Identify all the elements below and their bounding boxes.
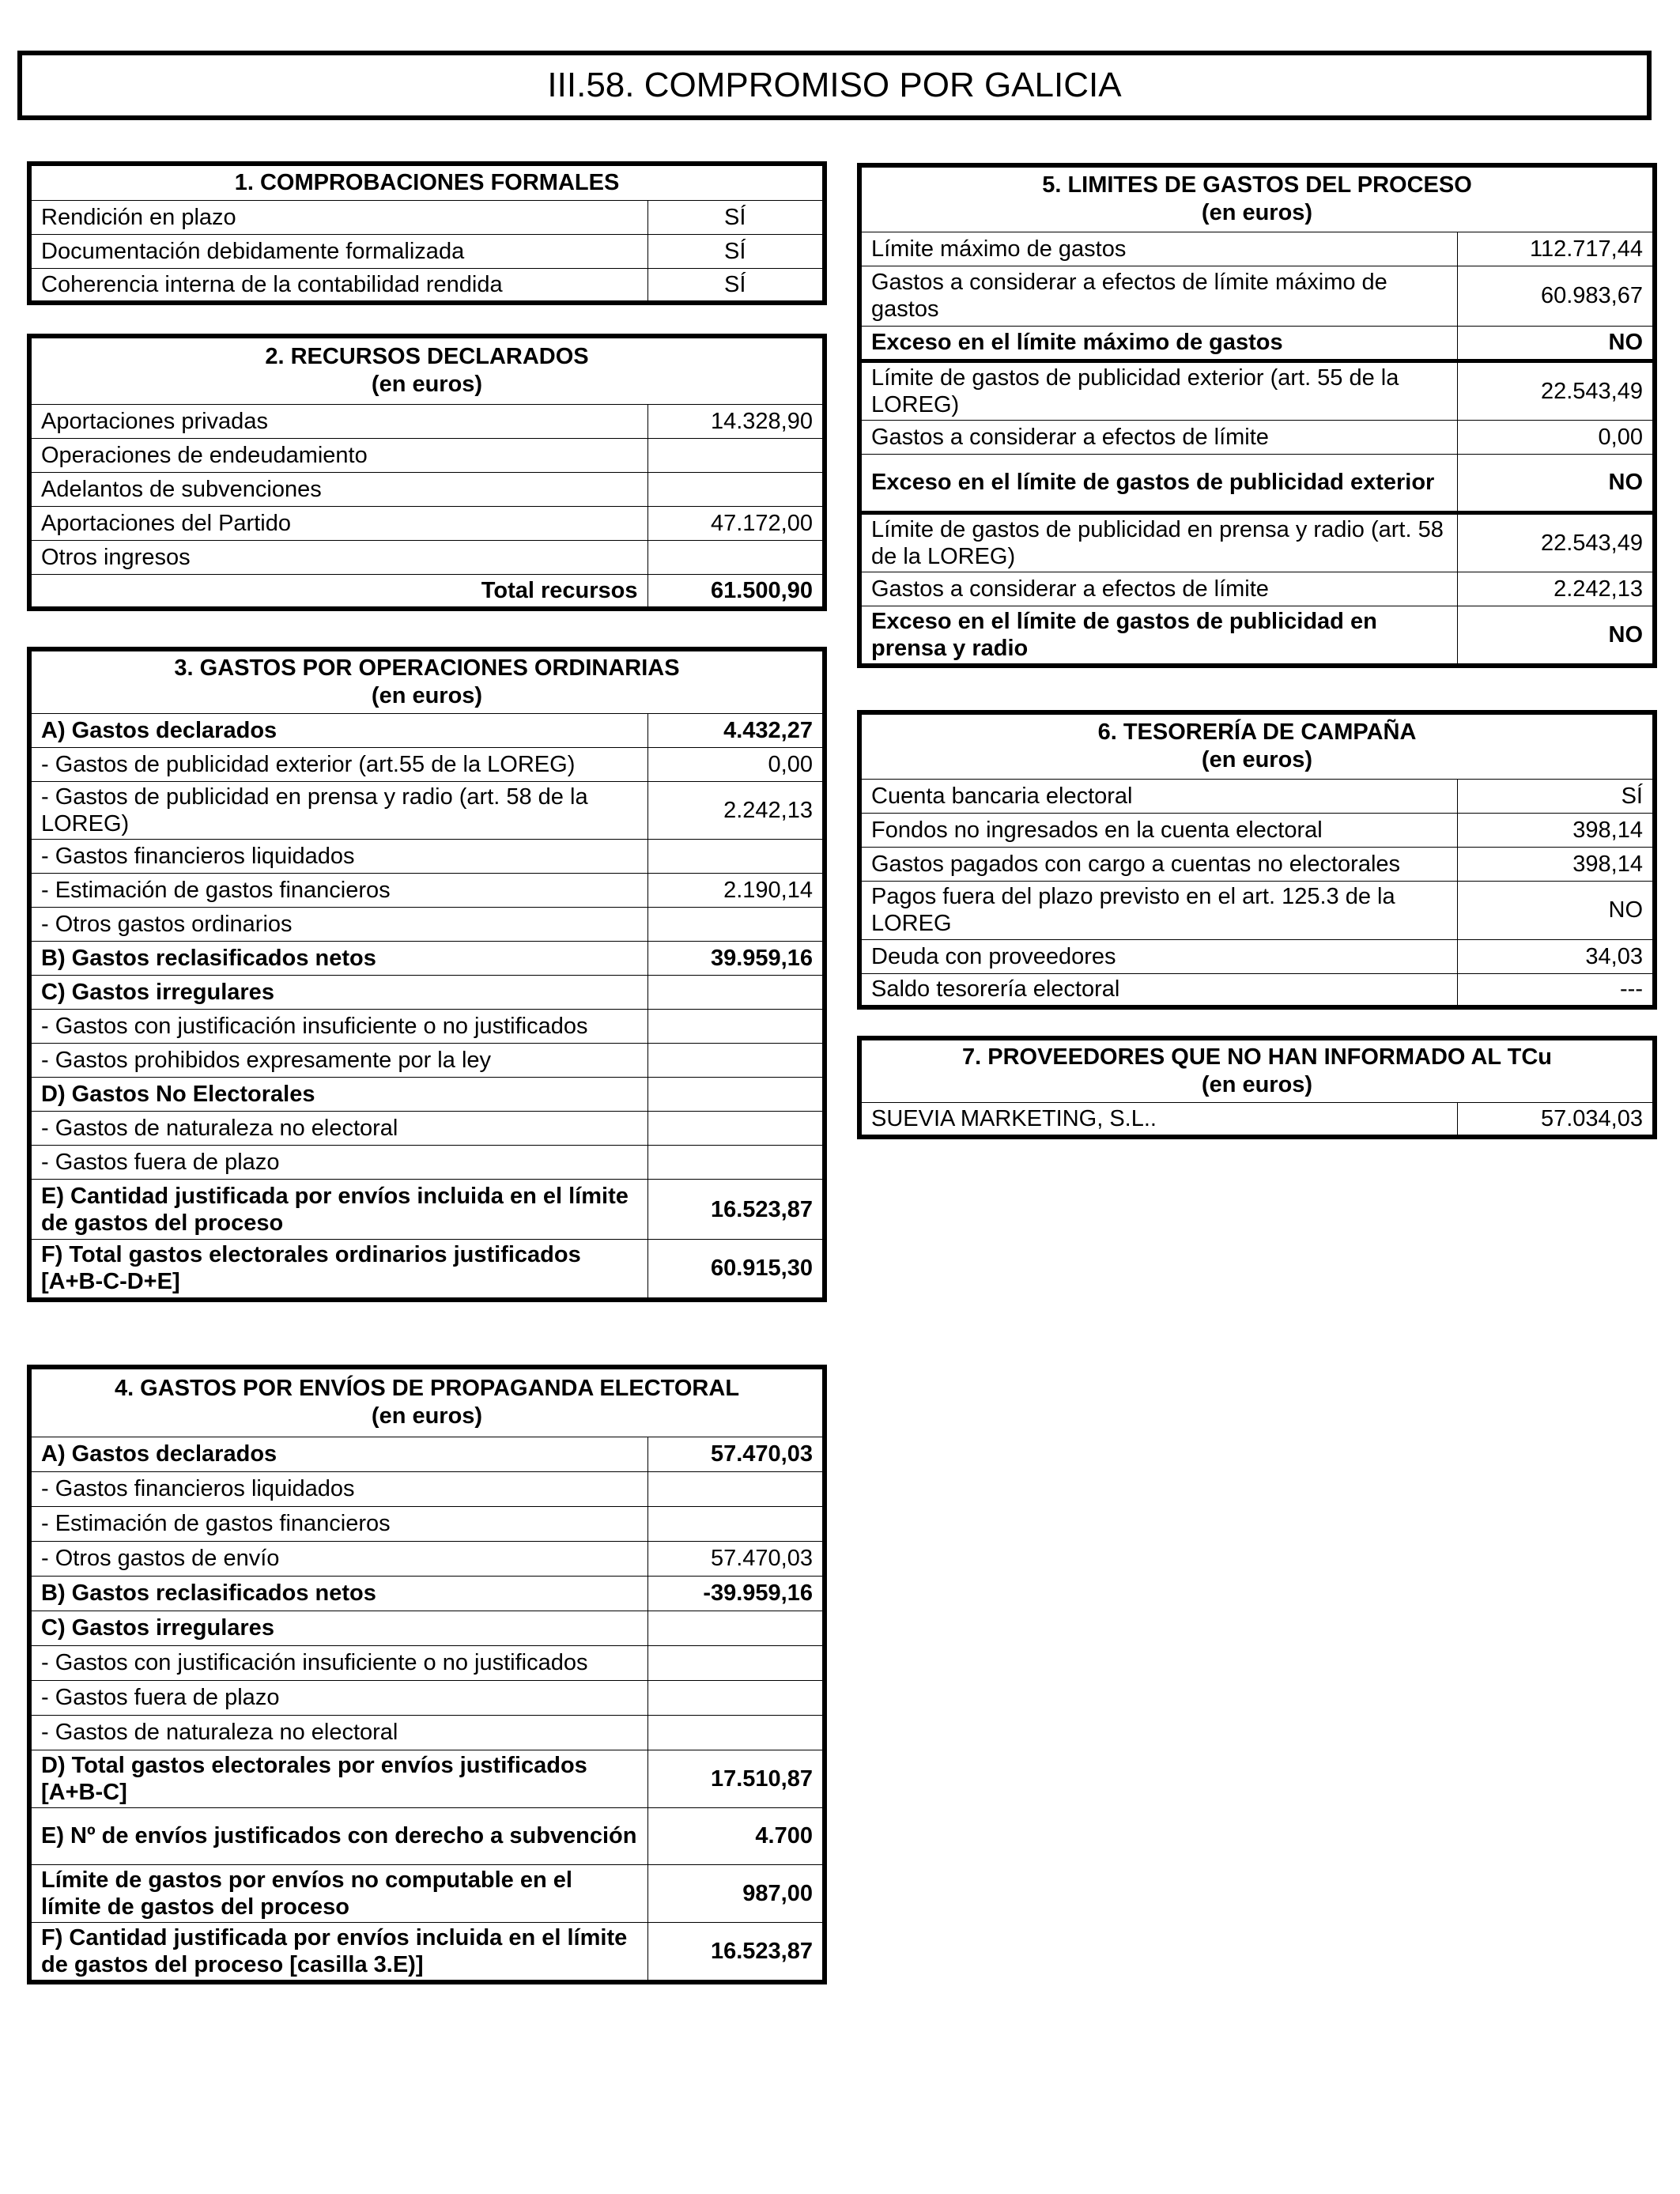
row-value [647, 1078, 825, 1112]
row-label: - Gastos de naturaleza no electoral [29, 1715, 647, 1750]
row-value: --- [1457, 973, 1655, 1007]
row-value [647, 438, 825, 472]
section-header: 3. GASTOS POR OPERACIONES ORDINARIAS (en euros) [29, 649, 825, 714]
row-value: NO [1457, 326, 1655, 361]
row-label: Límite de gastos de publicidad en prensa y radio (art. 58 de la LOREG) [859, 512, 1457, 572]
row-label: Gastos a considerar a efectos de límite [859, 572, 1457, 606]
row-value: 57.470,03 [647, 1437, 825, 1471]
row-value [647, 472, 825, 506]
row-label: Documentación debidamente formalizada [29, 235, 647, 269]
row-value [647, 1611, 825, 1645]
row-label: Límite de gastos de publicidad exterior (art. 55 de la LOREG) [859, 361, 1457, 420]
row-value [647, 1471, 825, 1506]
comprobaciones-formales-table [27, 161, 827, 305]
row-value: SÍ [647, 269, 825, 303]
row-label: Coherencia interna de la contabilidad rendida [29, 269, 647, 303]
row-label: - Otros gastos de envío [29, 1541, 647, 1576]
section-header: 5. LIMITES DE GASTOS DEL PROCESO (en euros) [859, 165, 1655, 232]
row-label: Límite de gastos por envíos no computable en el límite de gastos del proceso [29, 1864, 647, 1922]
row-label: - Gastos fuera de plazo [29, 1680, 647, 1715]
row-value [647, 908, 825, 942]
row-value: 57.034,03 [1457, 1103, 1655, 1137]
row-label: D) Total gastos electorales por envíos justificados [A+B-C] [29, 1750, 647, 1807]
row-label: Adelantos de subvenciones [29, 472, 647, 506]
row-label: Rendición en plazo [29, 201, 647, 235]
row-value: NO [1457, 606, 1655, 666]
row-value: 22.543,49 [1457, 361, 1655, 420]
row-label: SUEVIA MARKETING, S.L.. [859, 1103, 1457, 1137]
row-label: C) Gastos irregulares [29, 1611, 647, 1645]
row-value: 398,14 [1457, 813, 1655, 847]
row-value [647, 1146, 825, 1180]
row-label: - Gastos financieros liquidados [29, 1471, 647, 1506]
row-value: 22.543,49 [1457, 512, 1655, 572]
row-label: - Gastos fuera de plazo [29, 1146, 647, 1180]
row-value: SÍ [1457, 779, 1655, 813]
row-value: 2.242,13 [647, 782, 825, 840]
row-label: - Estimación de gastos financieros [29, 874, 647, 908]
total-value: 61.500,90 [647, 574, 825, 609]
row-value: NO [1457, 454, 1655, 512]
row-value: 2.190,14 [647, 874, 825, 908]
row-label: A) Gastos declarados [29, 714, 647, 748]
row-value [647, 1010, 825, 1044]
recursos-declarados-table [27, 334, 827, 611]
row-value [647, 1715, 825, 1750]
row-label: - Gastos de naturaleza no electoral [29, 1112, 647, 1146]
row-label: - Gastos de publicidad en prensa y radio (art. 58 de la LOREG) [29, 782, 647, 840]
row-label: F) Cantidad justificada por envíos incluida en el límite de gastos del proceso [casilla 3.E)] [29, 1922, 647, 1982]
row-value: 987,00 [647, 1864, 825, 1922]
row-label: Aportaciones privadas [29, 404, 647, 438]
row-label: Gastos a considerar a efectos de límite [859, 420, 1457, 454]
row-value: 17.510,87 [647, 1750, 825, 1807]
row-value: 16.523,87 [647, 1922, 825, 1982]
row-value [647, 1044, 825, 1078]
section-header: 7. PROVEEDORES QUE NO HAN INFORMADO AL TCu (en euros) [859, 1038, 1655, 1103]
row-value: SÍ [647, 201, 825, 235]
row-value: 16.523,87 [647, 1180, 825, 1240]
tesoreria-campana-table [857, 710, 1657, 1010]
row-label: Saldo tesorería electoral [859, 973, 1457, 1007]
section-header: 4. GASTOS POR ENVÍOS DE PROPAGANDA ELECTORAL (en euros) [29, 1367, 825, 1437]
row-value: NO [1457, 881, 1655, 939]
row-label: A) Gastos declarados [29, 1437, 647, 1471]
row-label: B) Gastos reclasificados netos [29, 942, 647, 976]
row-label: Otros ingresos [29, 540, 647, 574]
row-label: E) Cantidad justificada por envíos incluida en el límite de gastos del proceso [29, 1180, 647, 1240]
section-header: 2. RECURSOS DECLARADOS (en euros) [29, 336, 825, 404]
gastos-ordinarios-table [27, 647, 827, 1302]
page-title: III.58. COMPROMISO POR GALICIA [17, 51, 1652, 120]
section-header: 6. TESORERÍA DE CAMPAÑA (en euros) [859, 712, 1655, 779]
row-label: Exceso en el límite de gastos de publicidad exterior [859, 454, 1457, 512]
row-label: B) Gastos reclasificados netos [29, 1576, 647, 1611]
section-header: 1. COMPROBACIONES FORMALES [29, 164, 825, 201]
row-label: - Gastos con justificación insuficiente o no justificados [29, 1645, 647, 1680]
row-value: 39.959,16 [647, 942, 825, 976]
row-value [647, 840, 825, 874]
row-value: 112.717,44 [1457, 232, 1655, 266]
row-label: Límite máximo de gastos [859, 232, 1457, 266]
row-value: 0,00 [1457, 420, 1655, 454]
row-label: Fondos no ingresados en la cuenta electoral [859, 813, 1457, 847]
row-label: Aportaciones del Partido [29, 506, 647, 540]
row-value [647, 1506, 825, 1541]
row-label: Exceso en el límite de gastos de publicidad en prensa y radio [859, 606, 1457, 666]
row-value: 60.983,67 [1457, 266, 1655, 326]
row-label: - Gastos financieros liquidados [29, 840, 647, 874]
row-value: 0,00 [647, 748, 825, 782]
row-value [647, 1645, 825, 1680]
total-label: Total recursos [29, 574, 647, 609]
row-value: 60.915,30 [647, 1240, 825, 1300]
limites-gastos-table [857, 163, 1657, 668]
row-value: 47.172,00 [647, 506, 825, 540]
row-value: 14.328,90 [647, 404, 825, 438]
row-value [647, 976, 825, 1010]
row-value: 4.700 [647, 1807, 825, 1864]
row-label: Operaciones de endeudamiento [29, 438, 647, 472]
row-value: 34,03 [1457, 939, 1655, 973]
row-label: Deuda con proveedores [859, 939, 1457, 973]
row-value [647, 1680, 825, 1715]
row-label: D) Gastos No Electorales [29, 1078, 647, 1112]
row-label: Gastos pagados con cargo a cuentas no electorales [859, 847, 1457, 881]
row-label: Pagos fuera del plazo previsto en el art. 125.3 de la LOREG [859, 881, 1457, 939]
row-label: Exceso en el límite máximo de gastos [859, 326, 1457, 361]
row-value: 2.242,13 [1457, 572, 1655, 606]
row-value [647, 1112, 825, 1146]
row-label: E) Nº de envíos justificados con derecho a subvención [29, 1807, 647, 1864]
row-value: 398,14 [1457, 847, 1655, 881]
row-label: - Otros gastos ordinarios [29, 908, 647, 942]
row-label: Cuenta bancaria electoral [859, 779, 1457, 813]
proveedores-table [857, 1036, 1657, 1139]
row-label: Gastos a considerar a efectos de límite máximo de gastos [859, 266, 1457, 326]
row-label: - Gastos con justificación insuficiente o no justificados [29, 1010, 647, 1044]
row-label: - Gastos prohibidos expresamente por la ley [29, 1044, 647, 1078]
row-label: C) Gastos irregulares [29, 976, 647, 1010]
row-label: F) Total gastos electorales ordinarios justificados [A+B-C-D+E] [29, 1240, 647, 1300]
row-value: SÍ [647, 235, 825, 269]
row-value: 4.432,27 [647, 714, 825, 748]
row-label: - Gastos de publicidad exterior (art.55 de la LOREG) [29, 748, 647, 782]
row-value: 57.470,03 [647, 1541, 825, 1576]
row-value: -39.959,16 [647, 1576, 825, 1611]
gastos-envios-table [27, 1365, 827, 1984]
row-label: - Estimación de gastos financieros [29, 1506, 647, 1541]
row-value [647, 540, 825, 574]
